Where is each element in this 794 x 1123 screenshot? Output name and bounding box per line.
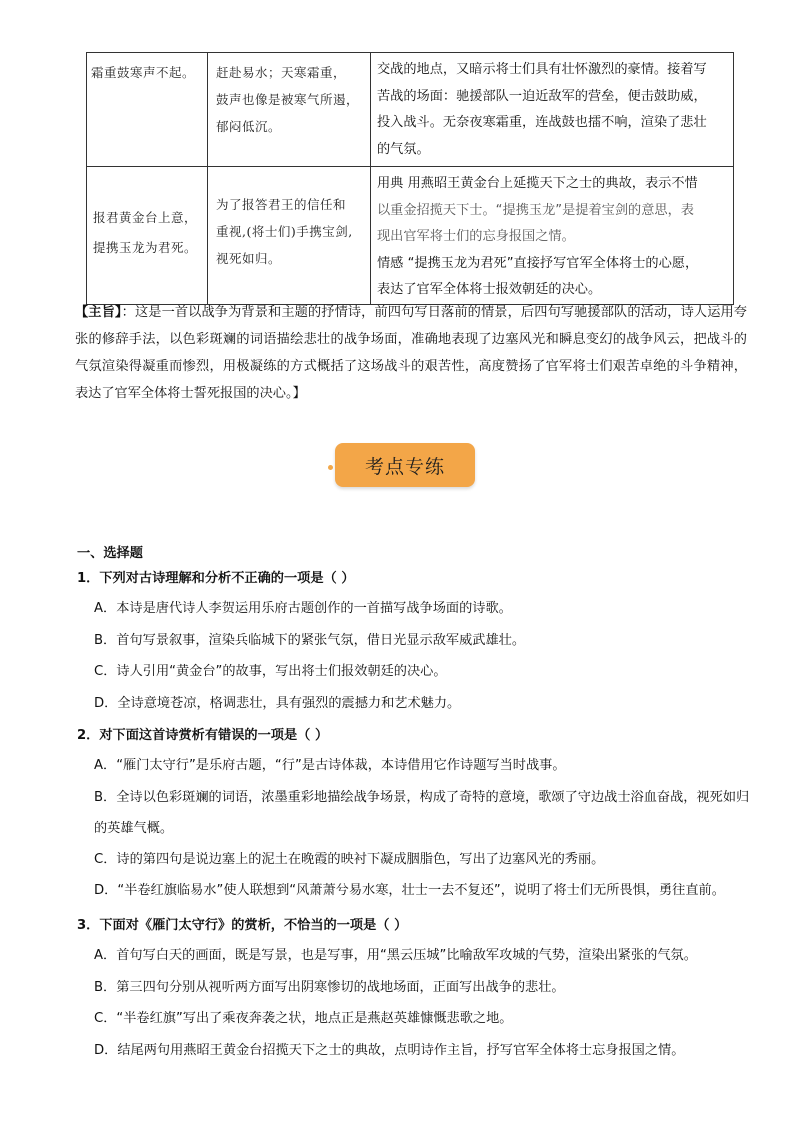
option-b[interactable]: B．首句写景叙事，渲染兵临城下的紧张气氛，借日光显示敌军威武雄壮。 <box>94 632 526 648</box>
translation-line: 重视,(将士们)手携宝剑, <box>216 224 353 239</box>
original-cell <box>87 53 208 167</box>
option-b[interactable]: B．第三四句分别从视听两方面写出阴寒惨切的战地场面，正面写出战争的悲壮。 <box>94 979 565 995</box>
analysis-line: 现出官军将士们的忘身报国之情。 <box>377 229 575 244</box>
original-cell <box>87 167 208 305</box>
question-2 <box>77 722 757 907</box>
translation-cell <box>208 167 371 305</box>
translation-line: 赶赴易水；天寒霜重， <box>216 65 347 80</box>
translation-line: 鼓声也像是被寒气所遏， <box>216 92 360 107</box>
analysis-line: 情感 “提携玉龙为君死”直接抒写官军全体将士的心愿， <box>377 255 699 271</box>
question-stem: 1．下列对古诗理解和分析不正确的一项是（ ） <box>77 571 355 586</box>
option-c[interactable]: C．诗的第四句是说边塞上的泥土在晚霞的映衬下凝成胭脂色，写出了边塞风光的秀丽。 <box>94 851 605 867</box>
banner-label: 考点专练 <box>364 455 445 478</box>
section-title: 一、选择题 <box>77 546 143 561</box>
banner-dot <box>328 465 333 470</box>
original-line: 霜重鼓寒声不起。 <box>91 65 196 80</box>
option-d[interactable]: D．结尾两句用燕昭王黄金台招揽天下之士的典故，点明诗作主旨，抒写官军全体将士忘身报国之情。 <box>94 1042 685 1058</box>
theme-paragraph <box>75 299 747 407</box>
analysis-line: 用典 用燕昭王黄金台上延揽天下之士的典故，表示不惜 <box>377 176 698 191</box>
option-c[interactable]: C．“半卷红旗”写出了乘夜奔袭之状，地点正是燕赵英雄慷慨悲歌之地。 <box>94 1011 513 1026</box>
translation-cell <box>208 53 371 167</box>
poem-analysis-table <box>86 52 734 305</box>
translation-line: 为了报答君王的信任和 <box>216 197 347 212</box>
analysis-cell <box>371 167 734 305</box>
option-d[interactable]: D．全诗意境苍凉，格调悲壮，具有强烈的震撼力和艺术魅力。 <box>94 695 461 711</box>
section-banner <box>327 443 477 489</box>
question-stem: 2．对下面这首诗赏析有错误的一项是（ ） <box>77 728 329 743</box>
option-a[interactable]: A．首句写白天的画面，既是写景，也是写事，用“黑云压城”比喻敌军攻城的气势，渲染出紧张的气氛。 <box>94 948 697 963</box>
theme-text: ：这是一首以战争为背景和主题的抒情诗，前四句写日落前的情景，后四句写驰援部队的活动，诗人运用夸张的修辞手法，以色彩斑斓的词语描绘悲壮的战争场面，准确地表现了边塞风光和瞬息变幻的战争风云，把战斗的气氛渲染得凝重而惨烈，用极凝练的方式概括了这场战斗的艰苦性，高度赞扬了官军将士们艰苦卓绝的斗争精神，表达了官军全体将士誓死报国的决心。】 <box>75 305 747 401</box>
theme-label: 【主旨】 <box>75 305 122 320</box>
analysis-line: 投入战斗。无奈夜寒霜重，连战鼓也擂不响，渲染了悲壮 <box>377 115 707 130</box>
analysis-line: 以重金招揽天下士。“提携玉龙”是提着宝剑的意思，表 <box>377 202 694 218</box>
original-line: 报君黄金台上意， <box>93 210 198 225</box>
analysis-cell <box>371 53 734 167</box>
banner-box <box>335 443 475 487</box>
option-b[interactable]: B．全诗以色彩斑斓的词语，浓墨重彩地描绘战争场景，构成了奇特的意境，歌颂了守边战士浴血奋战，视死如归的英雄气概。 <box>94 789 750 836</box>
analysis-line: 交战的地点，又暗示将士们具有壮怀激烈的豪情。接着写 <box>377 62 707 77</box>
analysis-line: 的气氛。 <box>377 141 430 157</box>
translation-line: 郁闷低沉。 <box>216 119 282 134</box>
question-stem: 3．下面对《雁门太守行》的赏析，不恰当的一项是（ ） <box>77 918 408 933</box>
table-row <box>87 167 734 305</box>
analysis-line: 表达了官军全体将士报效朝廷的决心。 <box>377 282 602 297</box>
translation-line: 视死如归。 <box>216 251 282 266</box>
original-line: 提携玉龙为君死。 <box>93 240 198 255</box>
table-row <box>87 53 734 167</box>
option-c[interactable]: C．诗人引用“黄金台”的故事，写出将士们报效朝廷的决心。 <box>94 664 447 679</box>
option-a[interactable]: A．“雁门太守行”是乐府古题，“行”是古诗体裁，本诗借用它作诗题写当时战事。 <box>94 758 566 773</box>
option-d[interactable]: D．“半卷红旗临易水”使人联想到“风萧萧兮易水寒，壮士一去不复还”，说明了将士们无所畏惧，勇往直前。 <box>94 883 725 898</box>
analysis-line: 苦战的场面：驰援部队一迫近敌军的营垒，便击鼓助威， <box>377 88 707 104</box>
question-1 <box>77 565 757 719</box>
question-3 <box>77 912 757 1066</box>
option-a[interactable]: A．本诗是唐代诗人李贺运用乐府古题创作的一首描写战争场面的诗歌。 <box>94 601 512 616</box>
